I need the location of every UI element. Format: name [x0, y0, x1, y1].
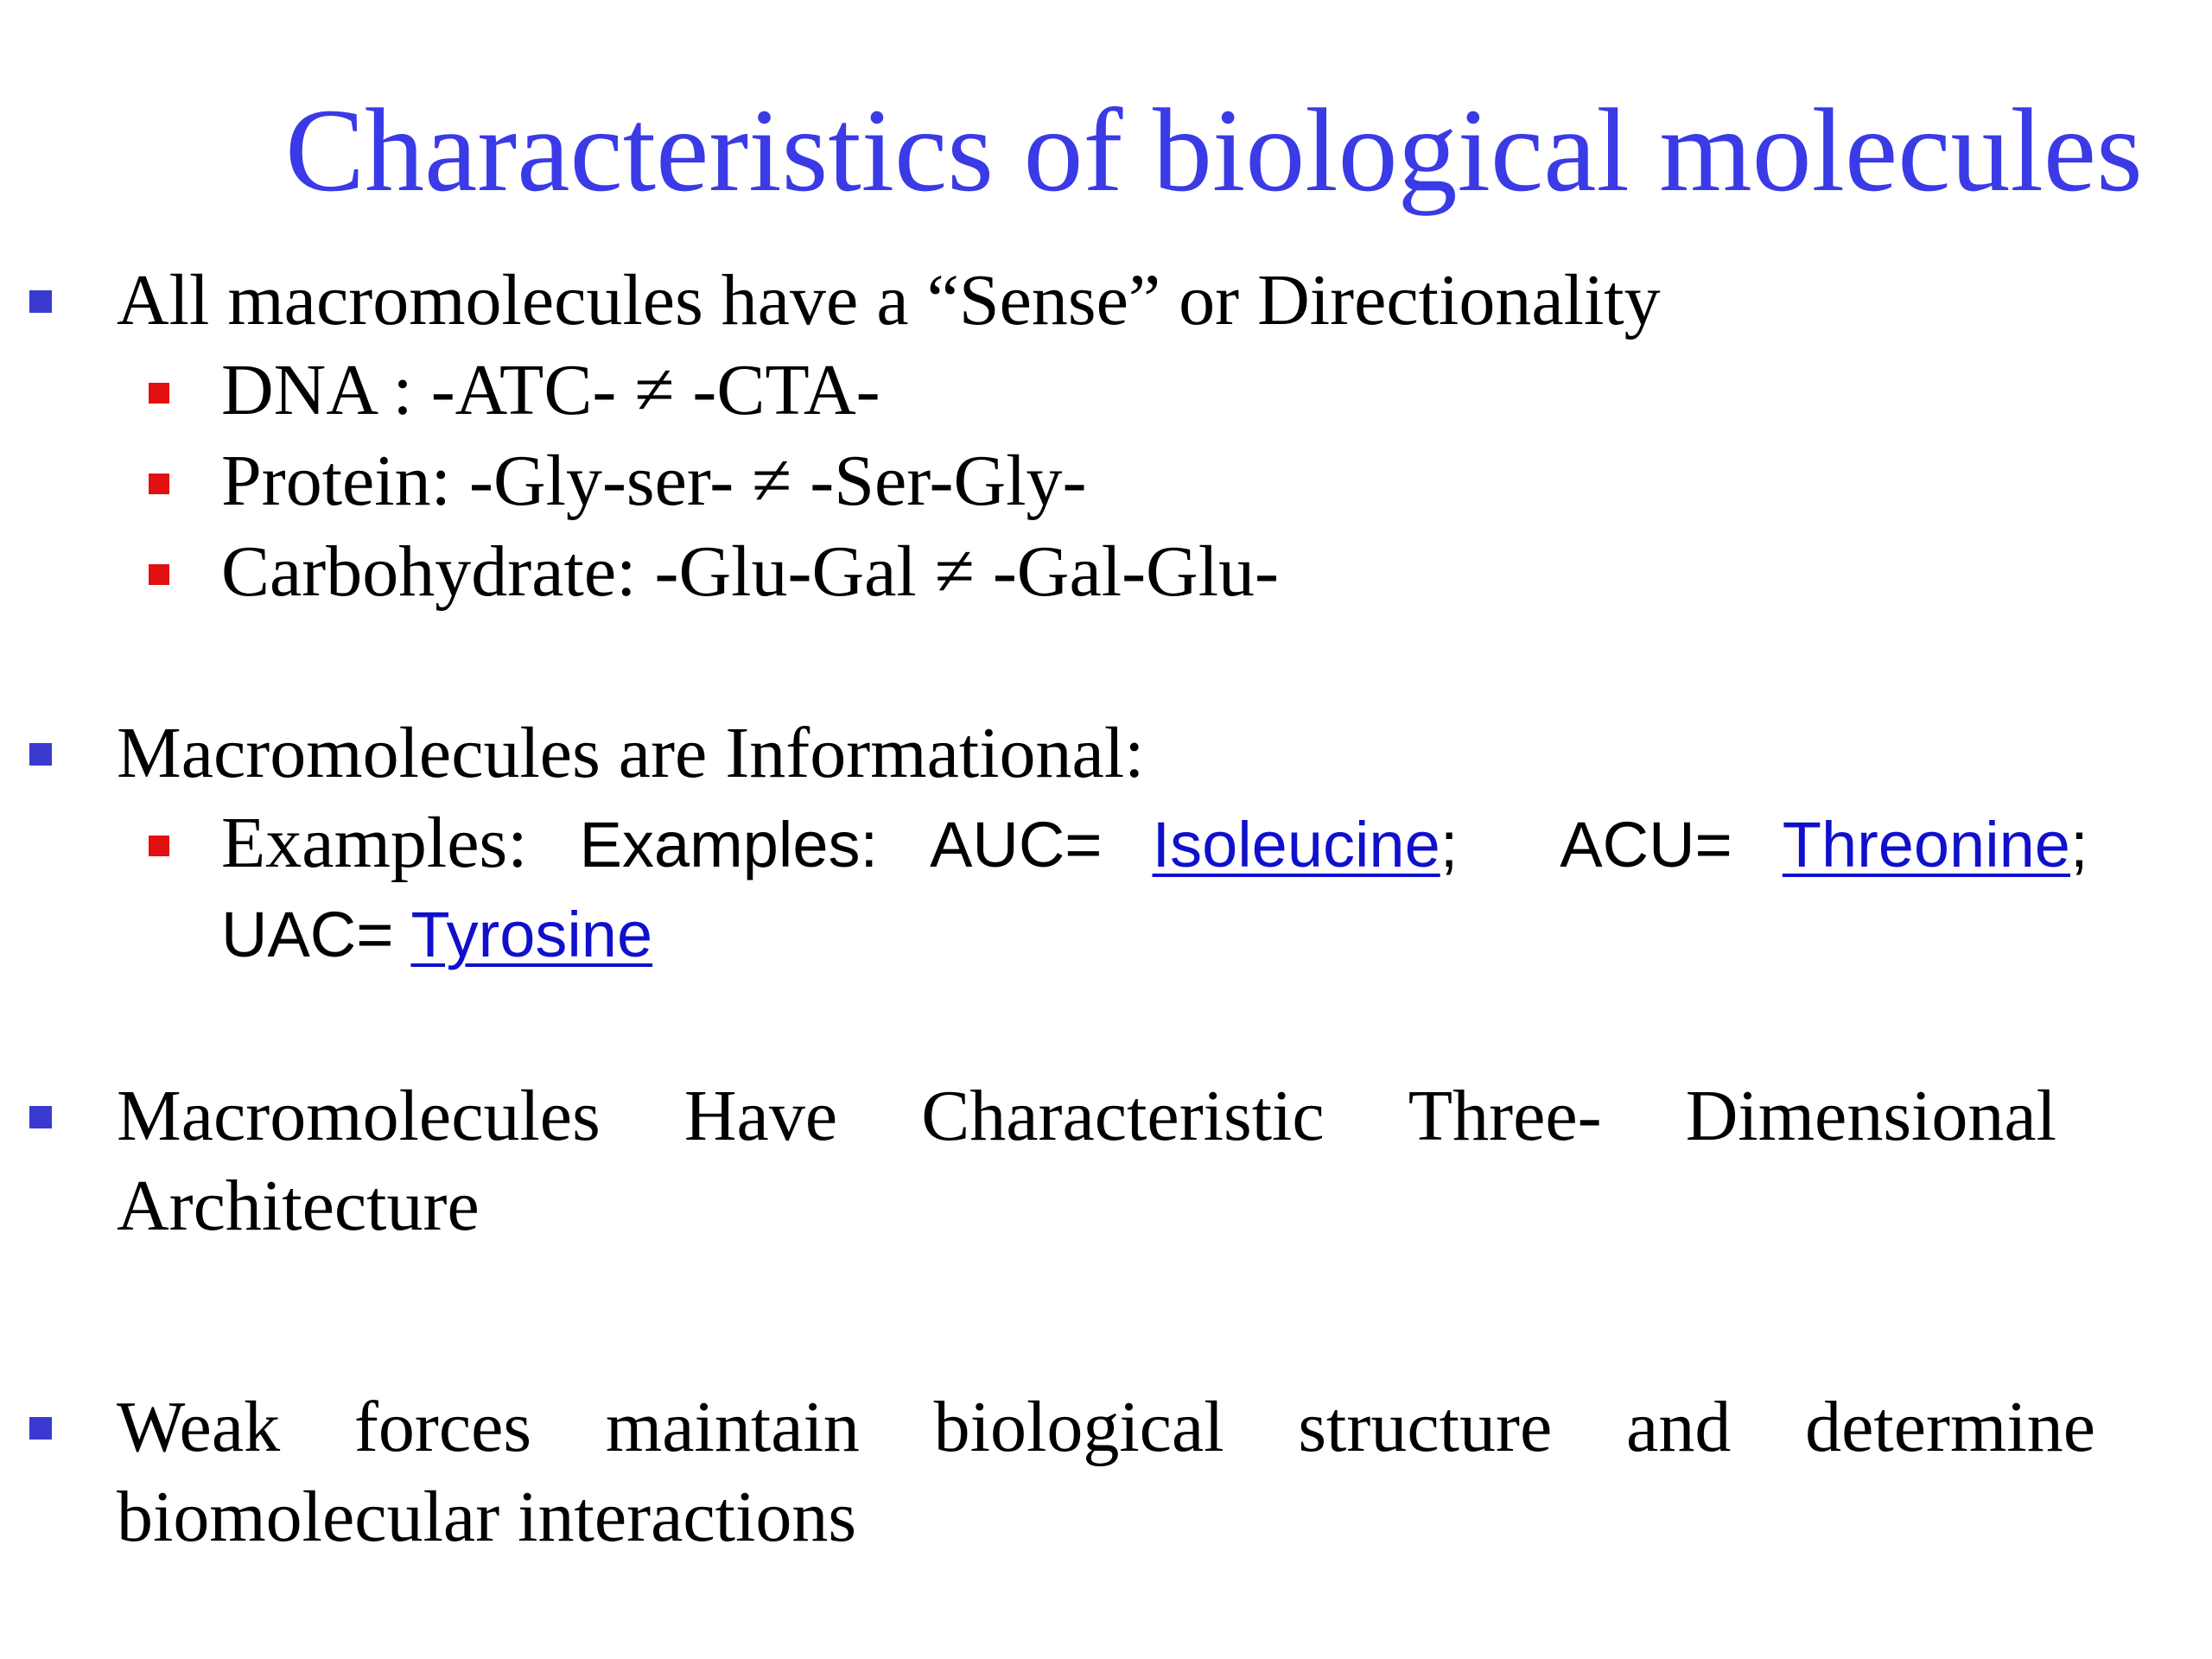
bullet-marker: [29, 290, 52, 313]
word: determine: [1805, 1387, 2095, 1467]
word: biological: [933, 1387, 1224, 1467]
sub-bullet-dna: DNA : -ATC- ≠ -CTA-: [221, 350, 880, 430]
isoleucine-link[interactable]: Isoleucine: [1152, 809, 1440, 880]
word: and: [1626, 1387, 1732, 1467]
word: Dimensional: [1685, 1076, 2056, 1156]
bullet-weak-forces-line1: [117, 1382, 2095, 1472]
slide-title: Characteristics of biological molecules: [285, 84, 2143, 216]
bullet-marker: [29, 743, 52, 766]
sub-bullet-marker: [149, 383, 169, 404]
sub-bullet-protein: Protein: -Gly-ser- ≠ -Ser-Gly-: [221, 441, 1087, 521]
bullet-directionality: All macromolecules have a “Sense” or Directionality: [117, 260, 1661, 340]
separator: ;: [2069, 809, 2088, 880]
bullet-marker: [29, 1417, 52, 1440]
bullet-architecture-line2: Architecture: [117, 1166, 480, 1246]
examples-lead: Examples:: [221, 803, 528, 883]
word: forces: [353, 1387, 532, 1467]
word: Macromolecules: [117, 1076, 601, 1156]
bullet-informational: Macromolecules are Informational:: [117, 713, 1145, 793]
word: Have: [683, 1076, 838, 1156]
separator: ;: [1440, 809, 1459, 880]
word: maintain: [605, 1387, 860, 1467]
word: Characteristic: [921, 1076, 1325, 1156]
uac-label: UAC=: [221, 899, 394, 970]
threonine-link[interactable]: Threonine: [1782, 809, 2070, 880]
sub-bullet-marker: [149, 836, 169, 856]
word: Three-: [1408, 1076, 1602, 1156]
sub-bullet-examples-continued: [221, 888, 652, 980]
sub-bullet-carbohydrate: Carbohydrate: -Glu-Gal ≠ -Gal-Glu-: [221, 531, 1280, 612]
word: Weak: [117, 1387, 281, 1467]
bullet-marker: [29, 1106, 52, 1128]
acu-label: ACU=: [1560, 809, 1732, 880]
sub-bullet-examples: [221, 798, 2088, 890]
sub-bullet-marker: [149, 564, 169, 585]
word: structure: [1298, 1387, 1553, 1467]
examples-lead-2: Examples:: [579, 809, 879, 880]
bullet-architecture-line1: [117, 1071, 2056, 1161]
bullet-weak-forces-line2: biomolecular interactions: [117, 1477, 857, 1557]
auc-label: AUC=: [930, 809, 1103, 880]
tyrosine-link[interactable]: Tyrosine: [410, 899, 653, 970]
sub-bullet-marker: [149, 474, 169, 494]
